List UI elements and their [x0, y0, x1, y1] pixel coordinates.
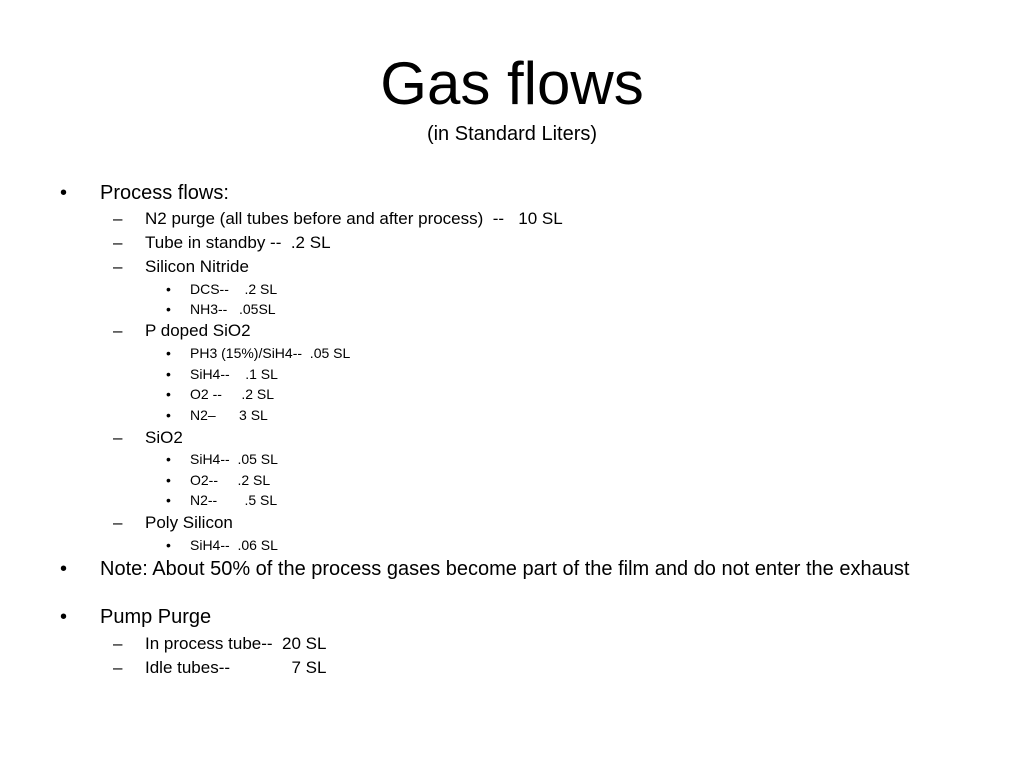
list-item-text: O2-- .2 SL [190, 472, 271, 488]
bullet-marker: • [166, 366, 171, 382]
dash-marker: – [113, 634, 123, 653]
dash-marker: – [113, 321, 123, 340]
dash-marker: – [113, 428, 123, 447]
dash-marker: – [113, 658, 123, 677]
list-item-text: In process tube-- 20 SL [145, 634, 327, 653]
bullet-marker: • [166, 472, 171, 488]
list-item-text: N2– 3 SL [190, 407, 268, 423]
list-item-text: Poly Silicon [145, 513, 233, 532]
dash-marker: – [113, 257, 123, 276]
list-item-idle-tubes [0, 658, 327, 738]
list-item-text: PH3 (15%)/SiH4-- .05 SL [190, 345, 351, 361]
bullet-marker: • [166, 451, 171, 467]
bullet-marker: • [60, 558, 68, 580]
list-item-text: Tube in standby -- .2 SL [145, 233, 331, 252]
list-item-text: Pump Purge [100, 606, 212, 628]
bullet-marker: • [166, 281, 171, 297]
list-item-text: SiH4-- .05 SL [190, 451, 278, 467]
dash-marker: – [113, 513, 123, 532]
dash-marker: – [113, 233, 123, 252]
bullet-marker: • [166, 386, 171, 402]
list-item-text: Note: About 50% of the process gases become part of the film and do not enter the exhaust [100, 558, 910, 580]
bullet-marker: • [166, 537, 171, 553]
bullet-marker: • [166, 492, 171, 508]
bullet-marker: • [60, 606, 68, 628]
list-item-text: O2 -- .2 SL [190, 386, 275, 402]
list-item-text: Process flows: [100, 182, 229, 204]
list-item-text: NH3-- .05SL [190, 301, 276, 317]
bullet-marker: • [166, 345, 171, 361]
list-item-text: Idle tubes-- 7 SL [145, 658, 327, 677]
list-item-text: N2-- .5 SL [190, 492, 278, 508]
list-item-text: DCS-- .2 SL [190, 281, 278, 297]
bullet-marker: • [60, 182, 68, 204]
dash-marker: – [113, 209, 123, 228]
list-item-text: N2 purge (all tubes before and after process) -- 10 SL [145, 209, 563, 228]
list-item-text: SiH4-- .1 SL [190, 366, 278, 382]
bullet-marker: • [166, 301, 171, 317]
bullet-marker: • [166, 407, 171, 423]
slide-subtitle: (in Standard Liters) [426, 123, 598, 145]
list-item-text: SiO2 [145, 428, 183, 447]
list-item-text: SiH4-- .06 SL [190, 537, 278, 553]
list-item-text: Silicon Nitride [145, 257, 249, 276]
slide-title: Gas flows [380, 50, 644, 117]
list-item-text: P doped SiO2 [145, 321, 251, 340]
